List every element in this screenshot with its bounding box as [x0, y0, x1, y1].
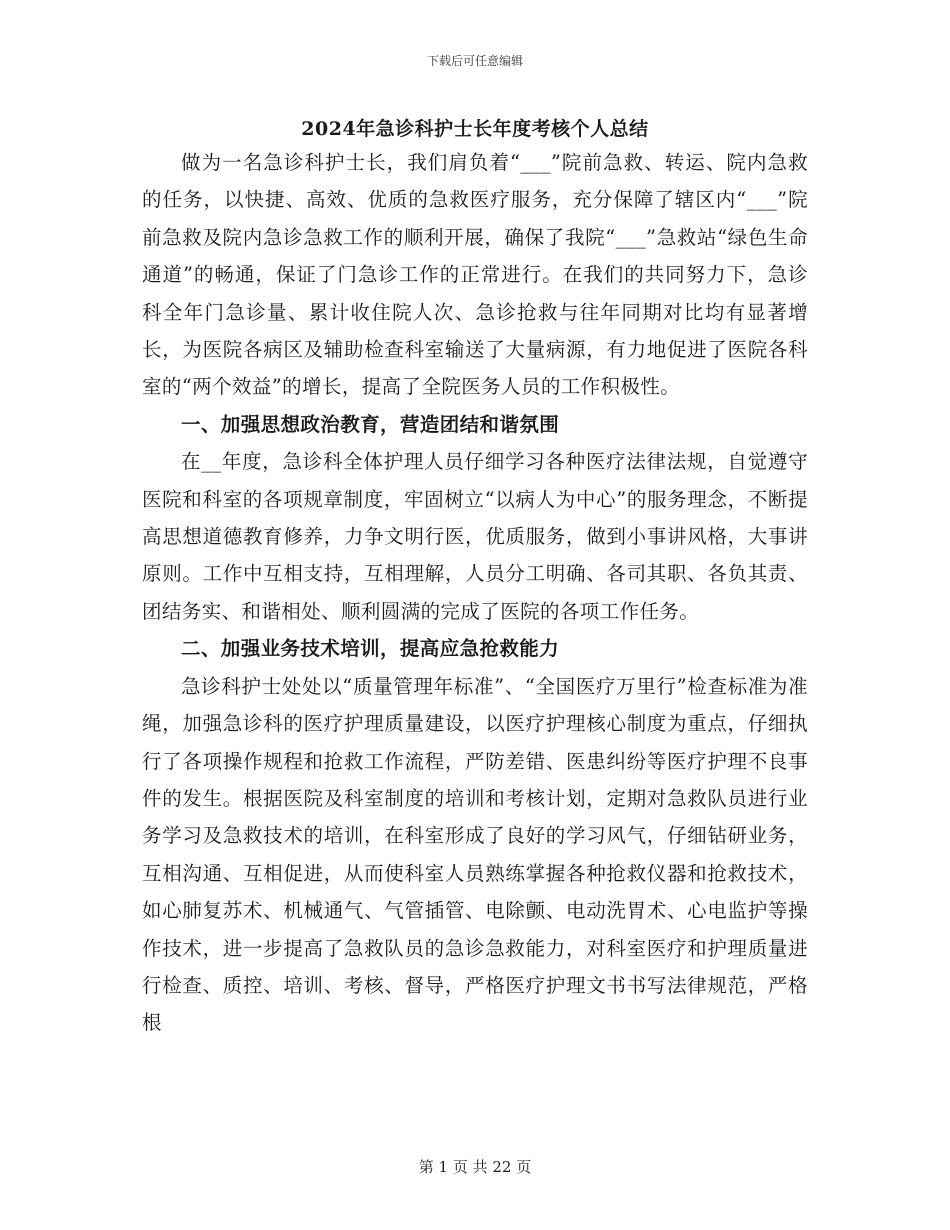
intro-paragraph: 做为一名急诊科护士长，我们肩负着“___”院前急救、转运、院内急救的任务，以快捷、高效、优质的急救医疗服务，充分保障了辖区内“___”院前急救及院内急诊急救工作的顺利开展，确保了我院“___”急救站“绿色生命通道”的畅通，保证了门急诊工作的正常进行。在我们的共同努力下，急诊科全年门急诊量、累计收住院人次、急诊抢救与往年同期对比均有显著增长，为医院各病区及辅助检查科室输送了大量病源，有力地促进了医院各科室的“两个效益”的增长，提高了全院医务人员的工作积极性。	[142, 151, 808, 399]
document-title: 2024年急诊科护士长年度考核个人总结	[301, 118, 649, 140]
section-2-heading: 二、加强业务技术培训，提高应急抢救能力	[181, 637, 560, 661]
page-number-footer: 第 1 页 共 22 页	[418, 1158, 532, 1176]
section-1-paragraph: 在__年度，急诊科全体护理人员仔细学习各种医疗法律法规，自觉遵守医院和科室的各项规章制度，牢固树立“以病人为中心”的服务理念，不断提高思想道德教育修养，力争文明行医，优质服务，做到小事讲风格，大事讲原则。工作中互相支持，互相理解，人员分工明确、各司其职、各负其责、团结务实、和谐相处、顺利圆满的完成了医院的各项工作任务。	[142, 450, 808, 623]
document-body	[142, 144, 808, 1042]
section-2-paragraph: 急诊科护士处处以“质量管理年标准”、“全国医疗万里行”检查标准为准绳，加强急诊科的医疗护理质量建设，以医疗护理核心制度为重点，仔细执行了各项操作规程和抢救工作流程，严防差错、医患纠纷等医疗护理不良事件的发生。根据医院及科室制度的培训和考核计划，定期对急救队员进行业务学习及急救技术的培训，在科室形成了良好的学习风气，仔细钻研业务，互相沟通、互相促进，从而使科室人员熟练掌握各种抢救仪器和抢救技术，如心肺复苏术、机械通气、气管插管、电除颤、电动洗胃术、心电监护等操作技术，进一步提高了急救队员的急诊急救能力，对科室医疗和护理质量进行检查、质控、培训、考核、督导，严格医疗护理文书书写法律规范，严格根	[142, 674, 808, 1035]
section-1-heading: 一、加强思想政治教育，营造团结和谐氛围	[181, 412, 560, 436]
page-header-note: 下载后可任意编辑	[426, 54, 523, 68]
